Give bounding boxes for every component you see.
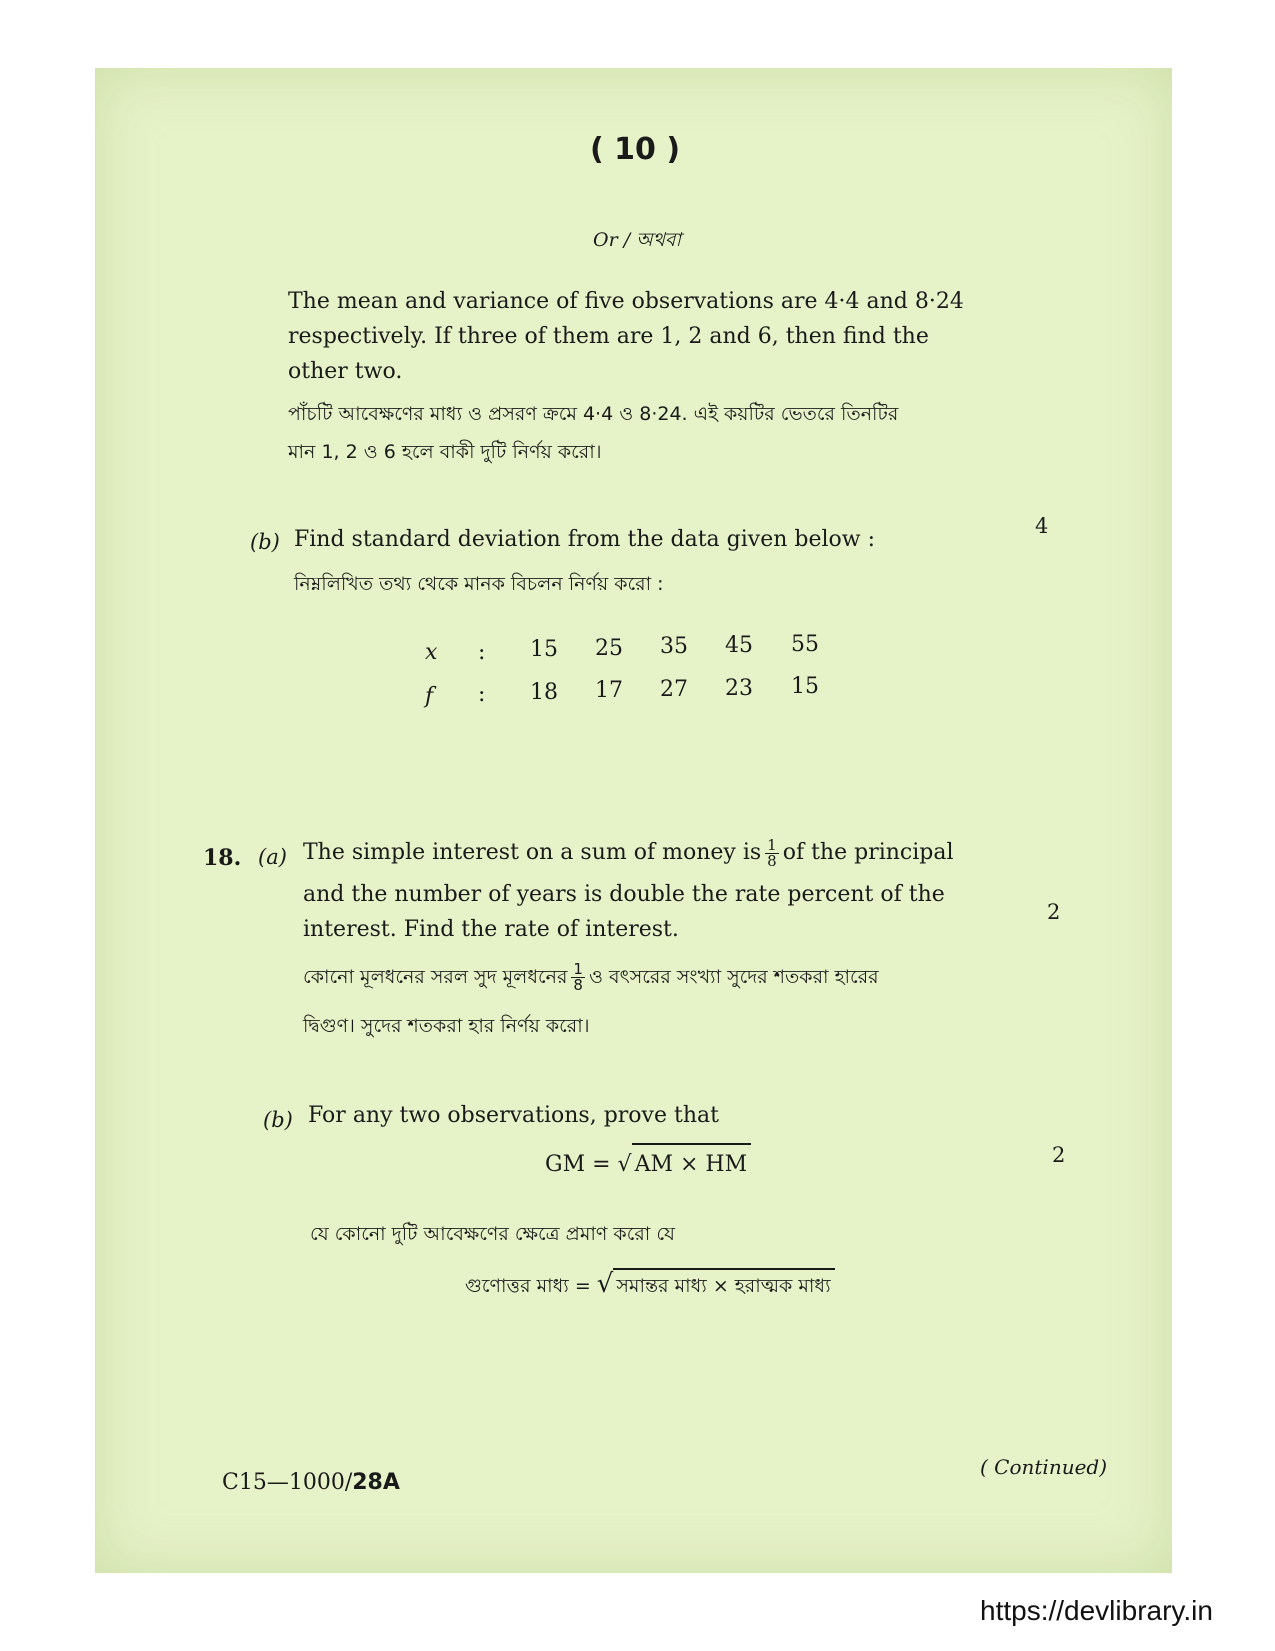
f-value: 18 — [530, 680, 558, 705]
q18a-marks: 2 — [1047, 900, 1061, 924]
q17b-en: Find standard deviation from the data given below : — [294, 527, 876, 552]
fraction — [765, 835, 779, 870]
formula-radicand: AM × HM — [632, 1143, 752, 1182]
paper-code — [222, 1470, 400, 1495]
fraction-denominator: 8 — [573, 976, 583, 994]
f-value: 23 — [725, 676, 753, 701]
paper-code-prefix: C15—1000/ — [222, 1470, 353, 1495]
q18a-bn-line-2: দ্বিগুণ। সুদের শতকরা হার নির্ণয় করো। — [303, 1015, 590, 1037]
continued-label: ( Continued) — [980, 1455, 1108, 1479]
x-value: 15 — [530, 637, 558, 662]
page-number: ( 10 ) — [590, 132, 681, 167]
fraction-denominator: 8 — [767, 851, 777, 870]
bn-formula-radicand: সমান্তর মাধ্য × হরাত্মক মাধ্য — [613, 1268, 834, 1304]
q18a-en-line-1-post: of the principal — [782, 840, 954, 865]
q18b-label: (b) — [263, 1108, 293, 1132]
q17b-bn: নিম্নলিখিত তথ্য থেকে মানক বিচলন নির্ণয় করো : — [294, 573, 664, 595]
paper-code-bold: 28A — [352, 1470, 400, 1495]
f-label: f — [425, 684, 434, 709]
or-label: Or / অথবা — [593, 229, 681, 251]
q17b-label: (b) — [250, 530, 280, 554]
f-colon: : — [478, 682, 486, 707]
q17-alt-bn-line-1: পাঁচটি আবেক্ষণের মাধ্য ও প্রসরণ ক্রমে 4·4 ও 8·24. এই কয়টির ভেতরে তিনটির — [288, 403, 899, 425]
f-value: 15 — [791, 674, 819, 699]
f-value: 17 — [595, 678, 623, 703]
q17b-marks: 4 — [1035, 514, 1049, 538]
x-value: 25 — [595, 636, 623, 661]
q18a-bn-line-1-pre: কোনো মূলধনের সরল সুদ মূলধনের — [303, 966, 568, 988]
x-value: 45 — [725, 633, 753, 658]
q18b-bn: যে কোনো দুটি আবেক্ষণের ক্ষেত্রে প্রমাণ করো যে — [310, 1223, 676, 1245]
q18a-en-line-2: and the number of years is double the rate percent of the — [303, 882, 945, 907]
sqrt-icon: √ — [617, 1152, 632, 1177]
sqrt-icon: √ — [596, 1269, 614, 1299]
q18b-bn-formula — [465, 1268, 835, 1304]
q18a-en-line-1 — [303, 835, 954, 870]
q18b-marks: 2 — [1052, 1143, 1066, 1167]
fraction-numerator: 1 — [767, 835, 777, 854]
x-colon: : — [478, 640, 486, 665]
fraction — [571, 962, 585, 993]
fraction-numerator: 1 — [573, 960, 583, 978]
q18a-bn-line-1 — [303, 962, 879, 995]
x-label: x — [425, 640, 438, 665]
q18a-en-line-3: interest. Find the rate of interest. — [303, 917, 679, 942]
x-value: 55 — [791, 632, 819, 657]
q18a-label: (a) — [258, 845, 287, 869]
bn-formula-lhs: গুণোত্তর মাধ্য = — [465, 1275, 591, 1297]
watermark-url: https://devlibrary.in — [980, 1595, 1213, 1626]
q17-alt-en-line-3: other two. — [288, 359, 403, 384]
formula-lhs: GM = — [545, 1152, 611, 1177]
f-value: 27 — [660, 677, 688, 702]
q18a-bn-line-1-post: ও বৎসরের সংখ্যা সুদের শতকরা হারের — [588, 966, 879, 988]
x-value: 35 — [660, 634, 688, 659]
q18-number: 18. — [203, 845, 242, 871]
q18b-formula — [545, 1143, 751, 1182]
q18b-en: For any two observations, prove that — [308, 1103, 719, 1128]
q17-alt-en-line-2: respectively. If three of them are 1, 2 and 6, then find the — [288, 324, 929, 349]
q17-alt-bn-line-2: মান 1, 2 ও 6 হলে বাকী দুটি নির্ণয় করো। — [288, 441, 602, 463]
q18a-en-line-1-pre: The simple interest on a sum of money is — [303, 840, 762, 865]
q17-alt-en-line-1: The mean and variance of five observations are 4·4 and 8·24 — [288, 289, 964, 314]
